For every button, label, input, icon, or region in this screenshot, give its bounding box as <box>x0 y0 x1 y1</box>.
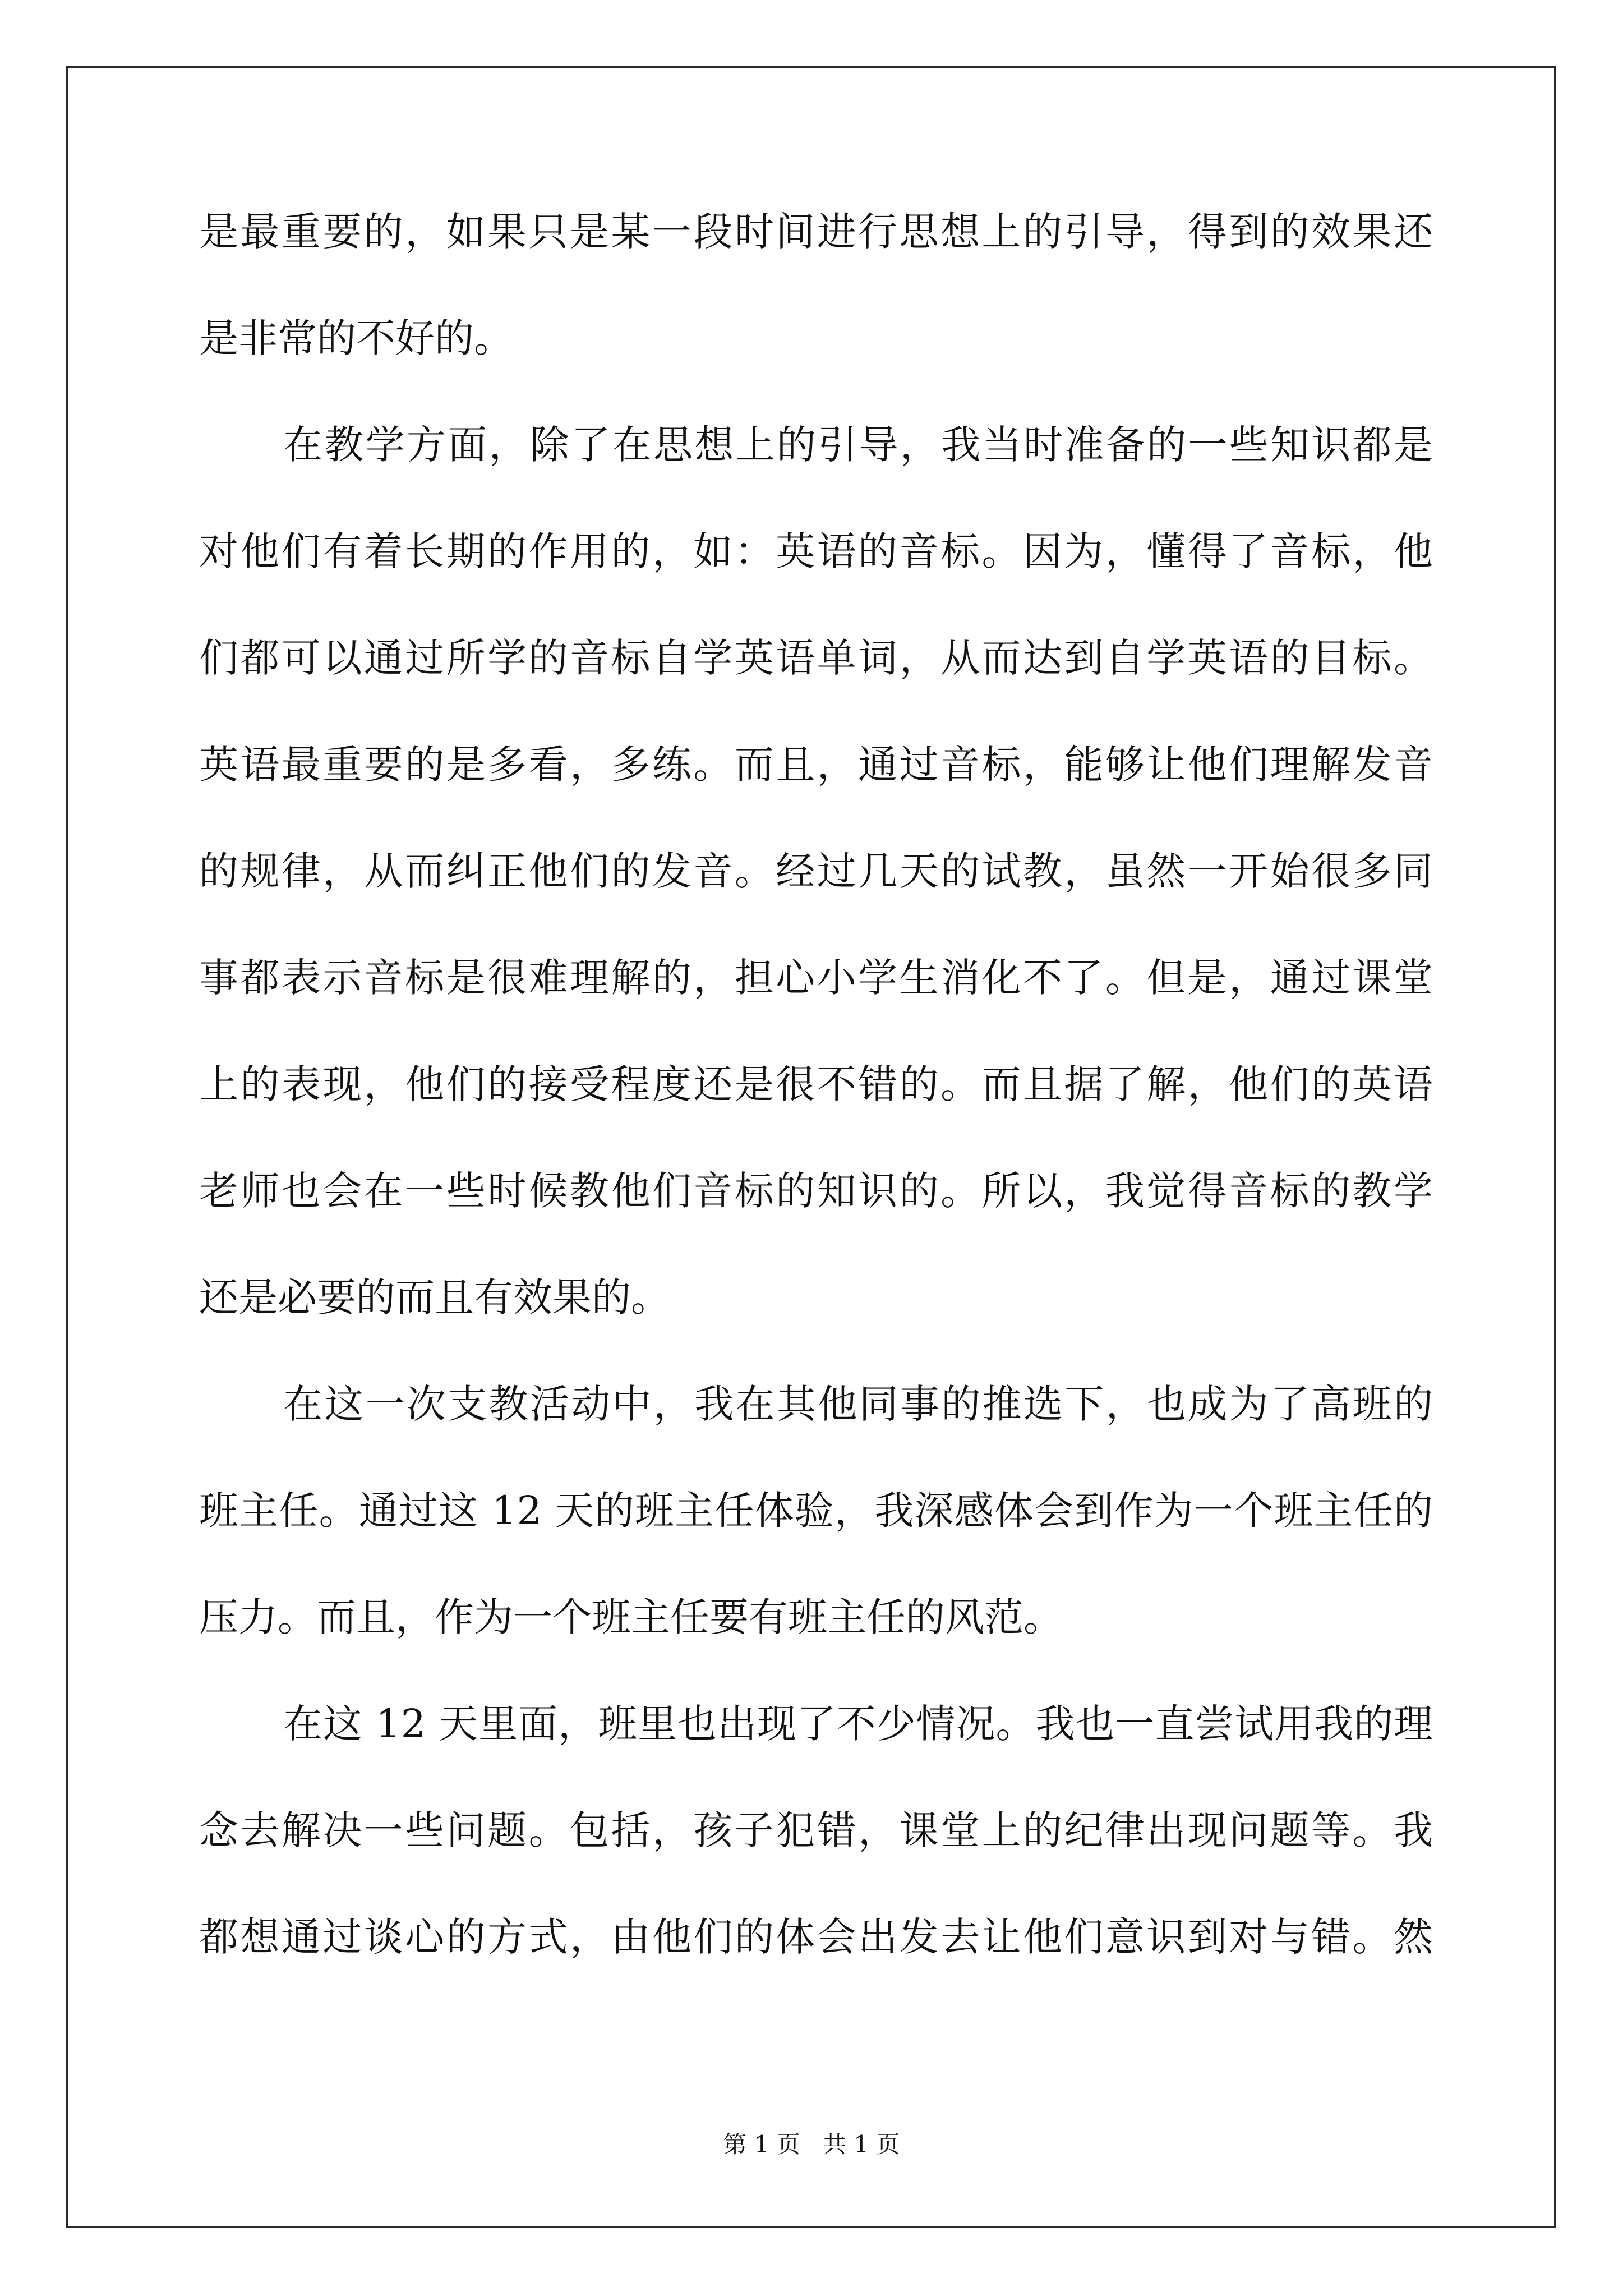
page-footer <box>0 2129 1623 2160</box>
text-line: 们都可以通过所学的音标自学英语单词，从而达到自学英语的目标。 <box>199 635 1433 681</box>
text-line: 念去解决一些问题。包括，孩子犯错，课堂上的纪律出现问题等。我 <box>199 1807 1433 1853</box>
text-line: 老师也会在一些时候教他们音标的知识的。所以，我觉得音标的教学 <box>199 1168 1433 1214</box>
text-line: 压力。而且，作为一个班主任要有班主任的风范。 <box>199 1594 1063 1640</box>
page-number: 第 1 页 <box>723 2131 800 2158</box>
text-line: 的规律，从而纠正他们的发音。经过几天的试教，虽然一开始很多同 <box>199 848 1433 894</box>
text-line: 上的表现，他们的接受程度还是很不错的。而且据了解，他们的英语 <box>199 1061 1433 1107</box>
text-line: 都想通过谈心的方式，由他们的体会出发去让他们意识到对与错。然 <box>199 1914 1433 1960</box>
text-line: 事都表示音标是很难理解的，担心小学生消化不了。但是，通过课堂 <box>199 955 1433 1001</box>
text-line: 是最重要的，如果只是某一段时间进行思想上的引导，得到的效果还 <box>199 209 1433 255</box>
text-line: 班主任。通过这 12 天的班主任体验，我深感体会到作为一个班主任的 <box>199 1488 1433 1534</box>
page-total: 共 1 页 <box>823 2131 900 2158</box>
paragraph-first-line: 在这一次支教活动中，我在其他同事的推选下，也成为了高班的 <box>283 1381 1433 1427</box>
text-line: 对他们有着长期的作用的，如：英语的音标。因为，懂得了音标，他 <box>199 528 1433 574</box>
text-line: 还是必要的而且有效果的。 <box>199 1274 670 1320</box>
text-line: 英语最重要的是多看，多练。而且，通过音标，能够让他们理解发音 <box>199 742 1433 788</box>
paragraph-first-line: 在这 12 天里面，班里也出现了不少情况。我也一直尝试用我的理 <box>283 1701 1433 1747</box>
text-line: 是非常的不好的。 <box>199 315 513 361</box>
paragraph-first-line: 在教学方面，除了在思想上的引导，我当时准备的一些知识都是 <box>283 422 1433 468</box>
document-body <box>199 205 1433 2017</box>
